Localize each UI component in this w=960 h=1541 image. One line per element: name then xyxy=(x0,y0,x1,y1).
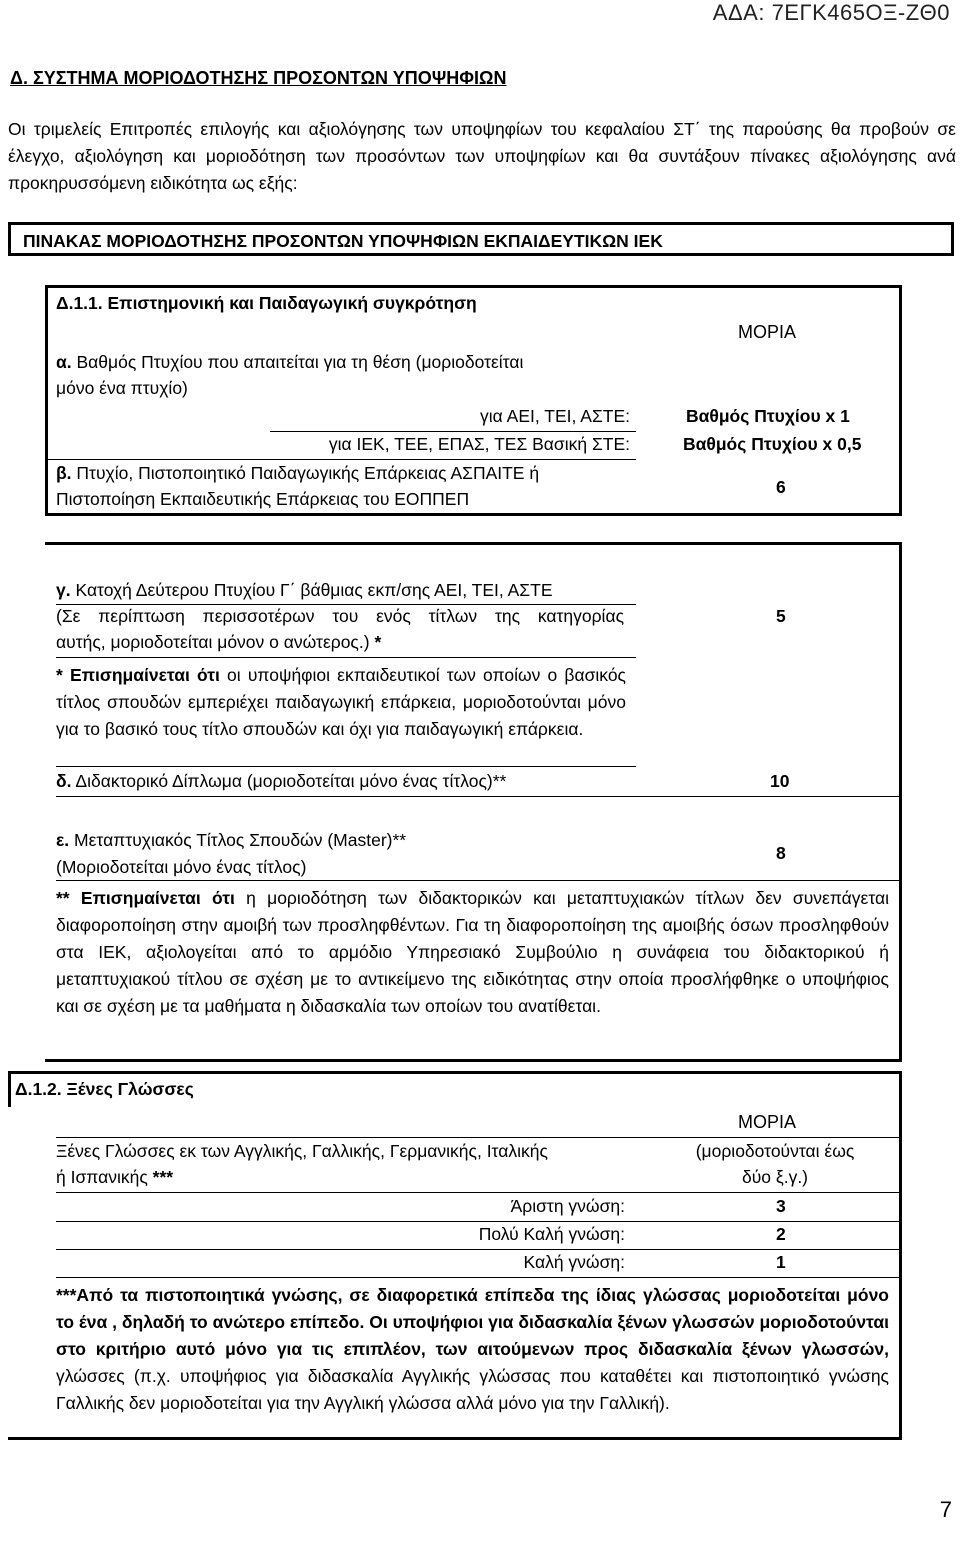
note3-paragraph xyxy=(56,1282,889,1417)
item-a-text2: μόνο ένα πτυχίο) xyxy=(56,378,188,398)
sec1-cont-bottom-border xyxy=(45,1059,902,1062)
item-a-label: α. xyxy=(56,352,72,372)
lang-line2 xyxy=(56,1167,173,1188)
level-value-good: 1 xyxy=(776,1252,786,1272)
item-g-text3: αυτής, μοριοδοτείται μόνον ο ανώτερος.) xyxy=(56,632,370,652)
item-e-text1: Μεταπτυχιακός Τίτλος Σπουδών (Master)** xyxy=(74,830,407,850)
item-d-label: δ. xyxy=(56,771,72,791)
item-g-star: * xyxy=(374,632,382,652)
note1-rest: οι υποψήφιοι εκπαιδευτικοί των οποίων ο βασικός τίτλος σπουδών εμπεριέχει παιδαγωγική επάρκεια, μοριοδοτούνται μόνο για το βασικό τους τίτλο σπουδών και όχι για παιδαγωγική επάρκεια. xyxy=(56,665,626,739)
note1-paragraph xyxy=(56,662,626,743)
intro-paragraph xyxy=(8,116,956,197)
sec1-title: Δ.1.1. Επιστημονική και Παιδαγωγική συγκρότηση xyxy=(56,293,477,313)
item-e-line1 xyxy=(56,830,406,851)
sec1-title-box xyxy=(45,285,902,321)
item-b-text1: Πτυχίο, Πιστοποιητικό Παιδαγωγικής Επάρκειας ΑΣΠΑΙΤΕ ή xyxy=(76,463,540,483)
item-a-row1-label: για ΑΕΙ, ΤΕΙ, ΑΣΤΕ: xyxy=(480,406,630,426)
sec2-title: Δ.1.2. Ξένες Γλώσσες xyxy=(15,1079,194,1099)
divider xyxy=(270,431,636,432)
moria-sub1: (μοριοδοτούνται έως xyxy=(695,1141,855,1161)
item-a-text1: Βαθμός Πτυχίου που απαιτείται για τη θέση (μοριοδοτείται xyxy=(76,352,524,372)
item-g-line1 xyxy=(56,580,553,601)
level-label-excellent: Άριστη γνώση: xyxy=(510,1196,625,1216)
item-e-label: ε. xyxy=(56,830,70,850)
table-title: ΠΙΝΑΚΑΣ ΜΟΡΙΟΔΟΤΗΣΗΣ ΠΡΟΣΟΝΤΩΝ ΥΠΟΨΗΦΙΩΝ ΕΚΠΑΙΔΕΥΤΙΚΩΝ ΙΕΚ xyxy=(23,231,663,251)
section-heading: Δ. ΣΥΣΤΗΜΑ ΜΟΡΙΟΔΟΤΗΣΗΣ ΠΡΟΣΟΝΤΩΝ ΥΠΟΨΗΦΙΩΝ xyxy=(10,68,507,88)
divider xyxy=(56,657,636,658)
lang-star: *** xyxy=(152,1167,174,1187)
note1-bold: * Επισημαίνεται ότι xyxy=(56,665,220,685)
note3-bold: ***Από τα πιστοποιητικά γνώσης, σε διαφορετικά επίπεδα της ίδιας γλώσσας μοριοδοτείται μόνο το ένα , δηλαδή το ανώτερο επίπεδο. Οι υποψήφιοι για διδασκαλία ξένων γλωσσών μοριοδοτούνται στο κριτήριο αυτό μόνο για τις επιπλέον, των αιτούμενων προς διδασκαλία ξένων γλωσσών, xyxy=(56,1285,889,1359)
note2-paragraph xyxy=(56,885,889,1020)
table-title-box xyxy=(8,222,954,256)
note2-rest: η μοριοδότηση των διδακτορικών και μεταπτυχιακών τίτλων δεν συνεπάγεται διαφοροποίηση στην αμοιβή των προσληφθέντων. Για τη διαφοροποίηση της αμοιβής όσων προσληφθούν στα ΙΕΚ, αξιολογείται από το αρμόδιο Υπηρεσιακό Συμβούλιο η συνάφεια του διδακτορικού ή μεταπτυχιακού τίτλου σε σχέση με το αντικείμενο της ειδικότητας στην οποία προσλήφθηκε ο υποψήφιος και σε σχέση με τα μαθήματα η διδασκαλία των οποίων του ανατίθεται. xyxy=(56,888,889,1016)
item-g-text1: Κατοχή Δεύτερου Πτυχίου Γ΄ βάθμιας εκπ/σης ΑΕΙ, ΤΕΙ, ΑΣΤΕ xyxy=(75,580,553,600)
item-g-value: 5 xyxy=(776,606,786,626)
divider xyxy=(56,1192,899,1193)
level-label-very-good: Πολύ Καλή γνώση: xyxy=(478,1224,625,1244)
divider xyxy=(56,1277,899,1278)
item-d-line xyxy=(56,771,506,792)
item-b-line1 xyxy=(56,463,539,484)
sec2-moria-header: ΜΟΡΙΑ xyxy=(738,1112,797,1132)
divider xyxy=(48,459,636,460)
note3-rest: γλώσσες (π.χ. υποψήφιος για διδασκαλία Αγγλικής γλώσσας που καταθέτει και πιστοποιητικό γνώσης Γαλλικής δεν μοριοδοτείται για την Αγγλική γλώσσα αλλά μόνο για την Γαλλική). xyxy=(56,1366,889,1413)
item-b-label: β. xyxy=(56,463,72,483)
item-a-row2-label: για ΙΕΚ, ΤΕΕ, ΕΠΑΣ, ΤΕΣ Βασική ΣΤΕ: xyxy=(328,434,630,454)
intro-text: Οι τριμελείς Επιτροπές επιλογής και αξιολόγησης των υποψηφίων του κεφαλαίου ΣΤ΄ της παρούσης θα προβούν σε έλεγχο, αξιολόγηση και μοριοδότηση των προσόντων των υποψηφίων και θα συντάξουν πίνακες αξιολόγησης ανά προκηρυσσόμενη ειδικότητα ως εξής: xyxy=(8,119,956,193)
item-a-row2-value: Βαθμός Πτυχίου x 0,5 xyxy=(683,434,862,454)
item-b-value: 6 xyxy=(776,477,786,497)
item-a-row1-value: Βαθμός Πτυχίου x 1 xyxy=(686,406,850,426)
sec1-cont-right-border xyxy=(899,542,902,1062)
item-d-value: 10 xyxy=(770,771,790,791)
sec2-bottom-border xyxy=(8,1437,902,1440)
divider xyxy=(56,1137,899,1138)
divider xyxy=(56,1221,899,1222)
lang-text1: Ξένες Γλώσσες εκ των Αγγλικής, Γαλλικής, Γερμανικής, Ιταλικής xyxy=(56,1141,548,1161)
page-number: 7 xyxy=(939,1497,952,1522)
lang-text2: ή Ισπανικής xyxy=(56,1167,148,1187)
item-g-label: γ. xyxy=(56,580,71,600)
item-a-line1 xyxy=(56,352,523,373)
divider xyxy=(56,1249,899,1250)
sec1-cont-top-border xyxy=(45,542,902,545)
item-d-text: Διδακτορικό Δίπλωμα (μοριοδοτείται μόνο ένας τίτλος)** xyxy=(75,771,507,791)
level-value-excellent: 3 xyxy=(776,1196,786,1216)
item-g-line3 xyxy=(56,632,381,653)
item-e-value: 8 xyxy=(776,843,786,863)
sec2-title-box xyxy=(8,1071,902,1107)
note2-bold: ** Επισημαίνεται ότι xyxy=(56,888,235,908)
divider xyxy=(56,880,899,881)
sec1-moria-header: ΜΟΡΙΑ xyxy=(738,322,797,342)
level-label-good: Καλή γνώση: xyxy=(523,1252,625,1272)
moria-sub2: δύο ξ.γ.) xyxy=(741,1167,809,1187)
divider xyxy=(56,604,636,605)
sec2-right-border xyxy=(899,1107,902,1440)
item-b-text2: Πιστοποίηση Εκπαιδευτικής Επάρκειας του ΕΟΠΠΕΠ xyxy=(56,489,470,509)
divider xyxy=(56,766,636,767)
item-e-text2: (Μοριοδοτείται μόνο ένας τίτλος) xyxy=(56,857,307,877)
level-value-very-good: 2 xyxy=(776,1224,786,1244)
ada-code: ΑΔΑ: 7ΕΓΚ465ΟΞ-ΖΘ0 xyxy=(712,0,950,25)
item-g-text2: (Σε περίπτωση περισσοτέρων του ενός τίτλων της κατηγορίας xyxy=(56,606,624,626)
divider xyxy=(56,796,899,797)
